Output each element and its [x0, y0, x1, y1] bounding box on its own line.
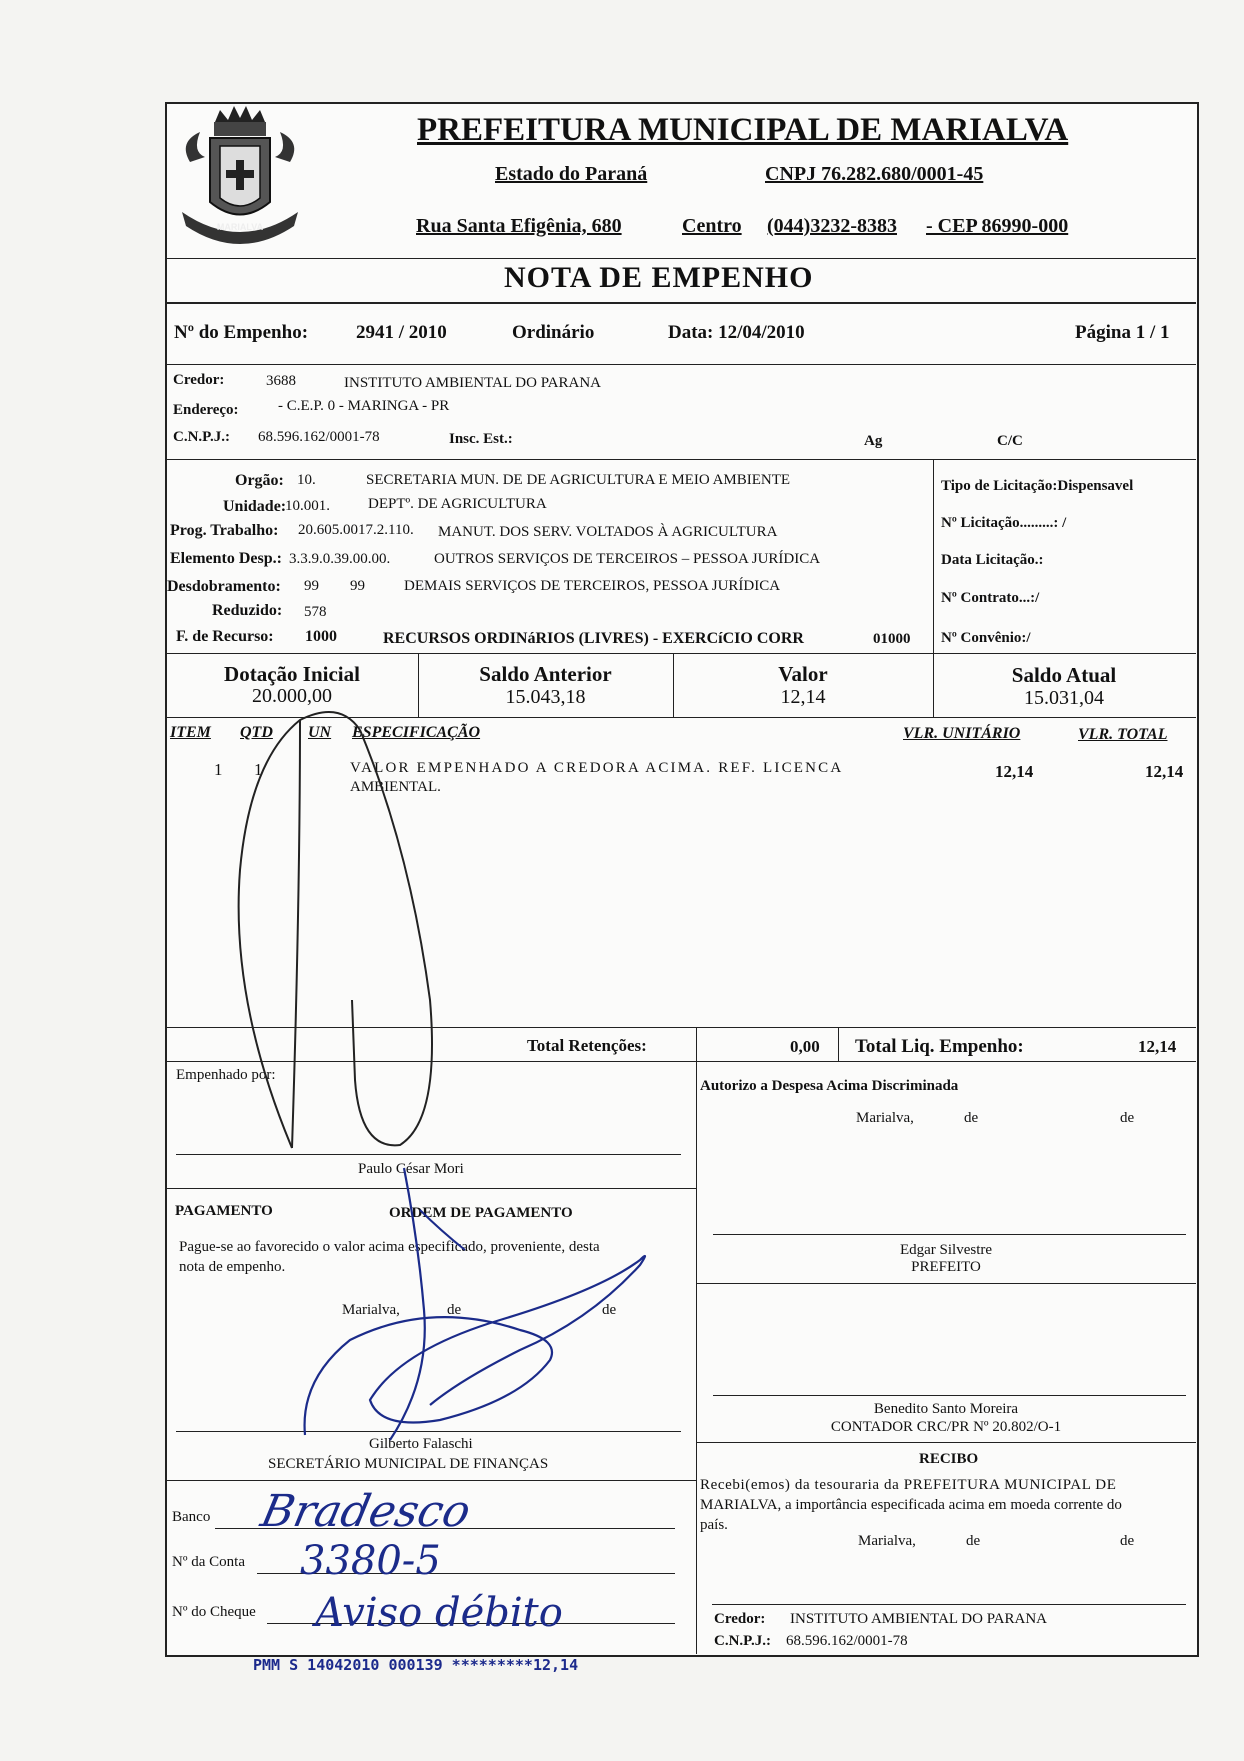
recurso-code: 1000 — [305, 628, 337, 645]
autorizo-text: Autorizo a Despesa Acima Discriminada — [700, 1078, 959, 1094]
aut-marialva: Marialva, — [856, 1110, 914, 1126]
pag-de1: de — [447, 1302, 462, 1318]
signer-paulo: Paulo César Mori — [358, 1161, 464, 1177]
saldo-anterior-value: 15.043,18 — [505, 686, 586, 708]
header-title: PREFEITURA MUNICIPAL DE MARIALVA — [417, 112, 1069, 148]
page-number: Página 1 / 1 — [1075, 322, 1170, 343]
empenho-type: Ordinário — [512, 322, 595, 343]
header-district: Centro — [682, 215, 742, 237]
orgao-desc: SECRETARIA MUN. DE DE AGRICULTURA E MEIO AMBIENTE — [366, 472, 791, 488]
saldo-atual-value: 15.031,04 — [1024, 687, 1104, 709]
dotacao-value: 20.000,00 — [252, 685, 332, 707]
conta-handwritten: 3380-5 — [300, 1538, 441, 1584]
signer-benedito: Benedito Santo Moreira — [873, 1401, 1019, 1417]
doc-title: NOTA DE EMPENHO — [504, 261, 814, 294]
prog-desc: MANUT. DOS SERV. VOLTADOS À AGRICULTURA — [438, 524, 778, 540]
pag-marialva: Marialva, — [342, 1302, 400, 1318]
empenho-date: Data: 12/04/2010 — [668, 322, 805, 343]
item-desc-line1: VALOR EMPENHADO A CREDORA ACIMA. REF. LICENCA — [350, 760, 844, 776]
ag-label: Ag — [864, 433, 883, 449]
licitacao-data: Data Licitação.: — [941, 552, 1044, 568]
pag-de2: de — [602, 1302, 617, 1318]
item-desc-line2: AMBIENTAL. — [350, 779, 441, 795]
signer-benedito-role: CONTADOR CRC/PR Nº 20.802/O-1 — [830, 1419, 1062, 1435]
rec-de1: de — [966, 1533, 981, 1549]
endereco-value: - C.E.P. 0 - MARINGA - PR — [278, 398, 450, 414]
banco-label: Banco — [172, 1509, 211, 1525]
item-unit-value: 12,14 — [995, 762, 1034, 781]
conta-label: Nº da Conta — [172, 1554, 245, 1570]
licitacao-contrato: Nº Contrato...:/ — [941, 590, 1040, 606]
desd-code1: 99 — [304, 578, 319, 594]
retencoes-label: Total Retenções: — [527, 1036, 647, 1055]
valor-value: 12,14 — [780, 686, 826, 708]
aut-de1: de — [964, 1110, 979, 1126]
item-number: 1 — [214, 760, 223, 779]
col-un: UN — [308, 724, 332, 741]
unidade-code: 10.001. — [285, 498, 330, 514]
elem-code: 3.3.9.0.39.00.00. — [289, 551, 391, 567]
rec-de2: de — [1120, 1533, 1135, 1549]
aut-de2: de — [1120, 1110, 1135, 1126]
header-cnpj: CNPJ 76.282.680/0001-45 — [765, 163, 984, 185]
pagamento-label: PAGAMENTO — [175, 1203, 273, 1219]
rec-cnpj-value: 68.596.162/0001-78 — [786, 1633, 908, 1649]
col-total: VLR. TOTAL — [1078, 726, 1168, 743]
desd-desc: DEMAIS SERVIÇOS DE TERCEIROS, PESSOA JURÍDICA — [404, 578, 781, 594]
licitacao-tipo: Tipo de Licitação:Dispensavel — [941, 478, 1134, 494]
empenhado-label: Empenhado por: — [176, 1067, 276, 1083]
item-qtd: 1 — [254, 760, 263, 779]
prog-label: Prog. Trabalho: — [170, 522, 279, 539]
recibo-text-2: MARIALVA, a importância especificada acima em moeda corrente do — [700, 1497, 1122, 1513]
empenho-label: Nº do Empenho: — [174, 322, 309, 343]
saldo-atual-label: Saldo Atual — [1011, 663, 1117, 687]
pague-text-2: nota de empenho. — [179, 1259, 286, 1275]
cc-label: C/C — [997, 433, 1023, 449]
signer-edgar: Edgar Silvestre — [899, 1242, 993, 1258]
col-qtd: QTD — [240, 724, 273, 741]
col-unitario: VLR. UNITÁRIO — [903, 725, 1021, 742]
header-phone: (044)3232-8383 — [767, 215, 897, 237]
rec-credor-value: INSTITUTO AMBIENTAL DO PARANA — [790, 1611, 1047, 1627]
empenho-number: 2941 / 2010 — [356, 322, 447, 343]
orgao-label: Orgão: — [235, 472, 284, 489]
unidade-desc: DEPTº. DE AGRICULTURA — [368, 496, 547, 512]
credor-label: Credor: — [173, 372, 225, 388]
prog-code: 20.605.0017.2.110. — [298, 522, 414, 538]
desd-code2: 99 — [350, 578, 365, 594]
signer-gilberto-role: SECRETÁRIO MUNICIPAL DE FINANÇAS — [268, 1456, 549, 1472]
valor-label: Valor — [778, 662, 828, 686]
recibo-text-1: Recebi(emos) da tesouraria da PREFEITURA MUNICIPAL DE — [700, 1477, 1117, 1493]
cheque-handwritten: Aviso débito — [315, 1590, 563, 1636]
desd-label: Desdobramento: — [167, 578, 281, 595]
licitacao-num: Nº Licitação.........: / — [941, 515, 1067, 531]
reduzido-label: Reduzido: — [212, 602, 283, 619]
rec-marialva: Marialva, — [858, 1533, 916, 1549]
credor-name: INSTITUTO AMBIENTAL DO PARANA — [344, 375, 601, 391]
liquido-value: 12,14 — [1138, 1037, 1177, 1056]
unidade-label: Unidade: — [223, 498, 287, 515]
signer-gilberto: Gilberto Falaschi — [369, 1436, 473, 1452]
rec-credor-label: Credor: — [714, 1611, 766, 1627]
rec-cnpj-label: C.N.P.J.: — [714, 1633, 771, 1649]
dotacao-label: Dotação Inicial — [224, 662, 360, 686]
recurso-code2: 01000 — [873, 631, 911, 647]
orgao-code: 10. — [297, 472, 316, 488]
recibo-text-3: país. — [700, 1517, 728, 1533]
elem-label: Elemento Desp.: — [170, 550, 282, 567]
banco-handwritten: Bradesco — [256, 1486, 475, 1537]
signer-edgar-role: PREFEITO — [911, 1259, 981, 1275]
recibo-title: RECIBO — [919, 1451, 979, 1467]
pague-text-1: Pague-se ao favorecido o valor acima especificado, proveniente, desta — [179, 1239, 600, 1255]
col-especificacao: ESPECIFICAÇÃO — [352, 724, 481, 741]
col-item: ITEM — [170, 724, 211, 741]
elem-desc: OUTROS SERVIÇOS DE TERCEIROS – PESSOA JURÍDICA — [434, 551, 821, 567]
liquido-label: Total Liq. Empenho: — [855, 1036, 1024, 1057]
recurso-label: F. de Recurso: — [176, 628, 274, 645]
recurso-desc: RECURSOS ORDINáRIOS (LIVRES) - EXERCíCIO CORR — [383, 630, 804, 647]
reduzido-value: 578 — [304, 604, 327, 620]
insc-label: Insc. Est.: — [449, 431, 513, 447]
endereco-label: Endereço: — [173, 402, 239, 418]
licitacao-convenio: Nº Convênio:/ — [941, 630, 1031, 646]
cnpj-value: 68.596.162/0001-78 — [258, 429, 380, 445]
header-state: Estado do Paraná — [495, 163, 648, 185]
saldo-anterior-label: Saldo Anterior — [479, 662, 612, 686]
cnpj-label: C.N.P.J.: — [173, 429, 230, 445]
header-street: Rua Santa Efigênia, 680 — [416, 215, 622, 237]
credor-code: 3688 — [266, 373, 296, 389]
retencoes-value: 0,00 — [790, 1037, 820, 1056]
crest-text: MARIALVA — [216, 222, 264, 232]
ordem-pagamento-label: ORDEM DE PAGAMENTO — [389, 1205, 573, 1221]
item-total-value: 12,14 — [1145, 762, 1184, 781]
cheque-label: Nº do Cheque — [172, 1604, 256, 1620]
header-cep: - CEP 86990-000 — [926, 215, 1069, 237]
bank-stamp: PMM S 14042010 000139 *********12,14 — [253, 1656, 579, 1674]
